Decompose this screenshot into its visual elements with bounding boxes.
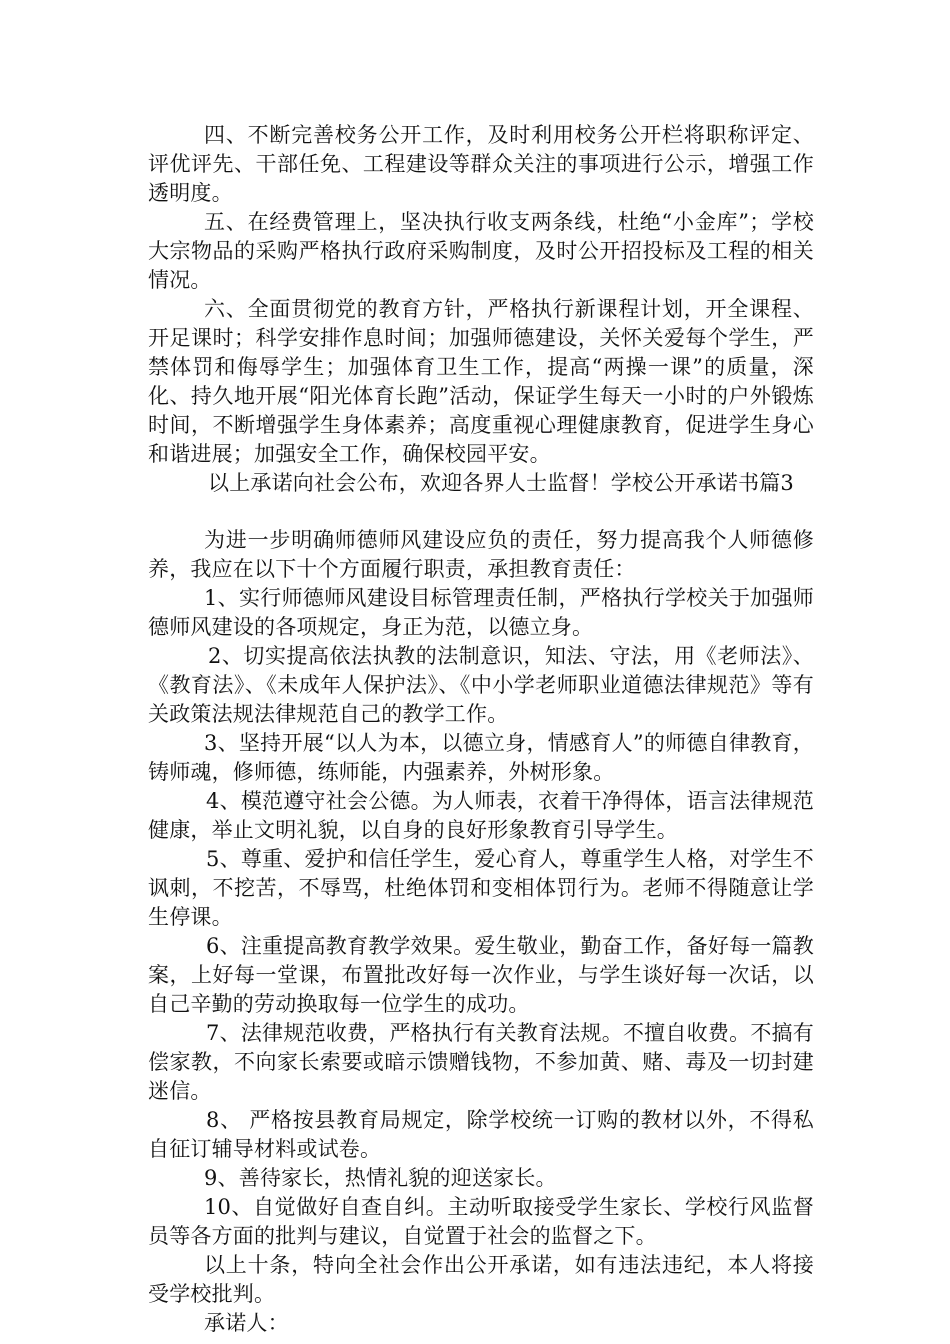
commitment-item-7: 7、法律规范收费，严格执行有关教育法规。不擅自收费。不搞有偿家教，不向家长索要或暗示馈赠钱物，不参加黄、赌、毒及一切封建迷信。 — [148, 1021, 814, 1103]
intro-paragraph: 为进一步明确师德师风建设应负的责任，努力提高我个人师德修养，我应在以下十个方面履行职责，承担教育责任： — [148, 528, 814, 581]
commitment-item-3: 3、坚持开展“以人为本，以德立身，情感育人”的师德自律教育，铸师魂，修师德，练师能，内强素养，外树形象。 — [148, 731, 814, 784]
commitment-item-9: 9、善待家长，热情礼貌的迎送家长。 — [204, 1166, 557, 1190]
commitment-item-8: 8、 严格按县教育局规定，除学校统一订购的教材以外，不得私自征订辅导材料或试卷。 — [148, 1108, 814, 1161]
closing-statement-and-heading: 以上承诺向社会公布，欢迎各界人士监督！学校公开承诺书篇3 — [208, 471, 794, 495]
commitment-item-10: 10、自觉做好自查自纠。主动听取接受学生家长、学校行风监督员等各方面的批判与建议，自觉置于社会的监督之下。 — [148, 1195, 814, 1248]
commitment-item-5: 5、尊重、爱护和信任学生，爱心育人，尊重学生人格，对学生不讽刺，不挖苦，不辱骂，杜绝体罚和变相体罚行为。老师不得随意让学生停课。 — [148, 847, 814, 929]
closing-paragraph: 以上十条，特向全社会作出公开承诺，如有违法违纪，本人将接受学校批判。 — [148, 1253, 814, 1306]
section-one — [148, 121, 814, 498]
commitment-item-1: 1、实行师德师风建设目标管理责任制，严格执行学校关于加强师德师风建设的各项规定，身正为范，以德立身。 — [148, 586, 814, 639]
paragraph-item-6: 六、全面贯彻党的教育方针，严格执行新课程计划，开全课程、开足课时；科学安排作息时间；加强师德建设，关怀关爱每个学生，严禁体罚和侮辱学生；加强体育卫生工作，提高“两操一课”的质量，深化、持久地开展“阳光体育长跑”活动，保证学生每天一小时的户外锻炼时间，不断增强学生身体素养；高度重视心理健康教育，促进学生身心和谐进展；加强安全工作，确保校园平安。 — [148, 297, 814, 466]
paragraph-item-4: 四、不断完善校务公开工作，及时利用校务公开栏将职称评定、评优评先、干部任免、工程建设等群众关注的事项进行公示，增强工作透明度。 — [148, 123, 814, 205]
section-two — [148, 526, 814, 1338]
commitment-item-6: 6、注重提高教育教学效果。爱生敬业，勤奋工作，备好每一篇教案，上好每一堂课，布置批改好每一次作业，与学生谈好每一次话，以自己辛勤的劳动换取每一位学生的成功。 — [148, 934, 814, 1016]
paragraph-item-5: 五、在经费管理上，坚决执行收支两条线，杜绝“小金库”；学校大宗物品的采购严格执行政府采购制度，及时公开招投标及工程的相关情况。 — [148, 210, 814, 292]
commitment-item-2: 2、切实提高依法执教的法制意识，知法、守法，用《老师法》、《教育法》、《未成年人保护法》、《中小学老师职业道德法律规范》等有关政策法规法律规范自己的教学工作。 — [148, 644, 814, 726]
commitment-item-4: 4、模范遵守社会公德。为人师表，衣着干净得体，语言法律规范健康，举止文明礼貌，以自身的良好形象教育引导学生。 — [148, 789, 814, 842]
signature-line: 承诺人： — [204, 1311, 289, 1335]
